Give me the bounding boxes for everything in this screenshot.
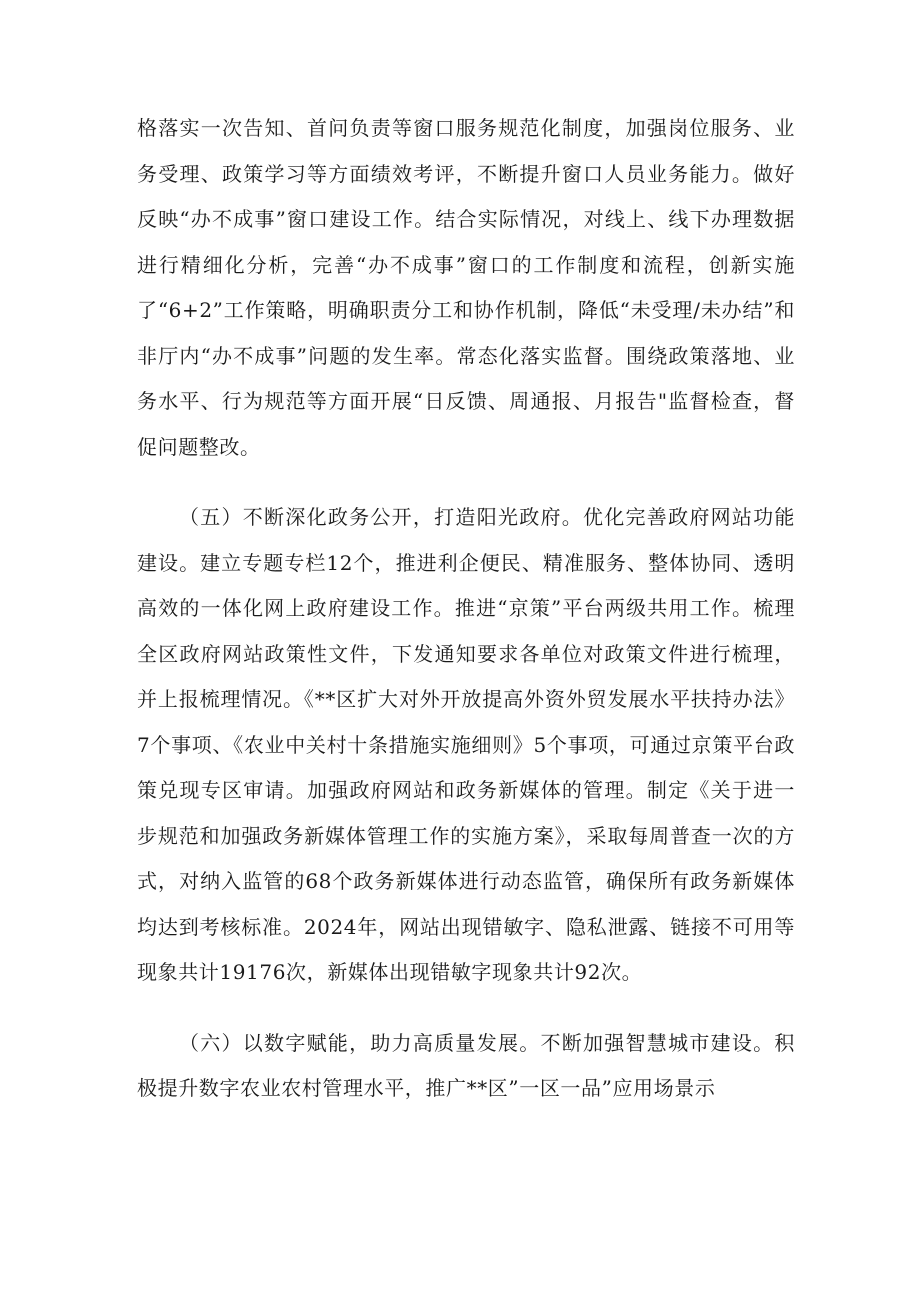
paragraph-window-services: 格落实一次告知、首问负责等窗口服务规范化制度，加强岗位服务、业务受理、政策学习等方面绩效考评，不断提升窗口人员业务能力。做好反映“办不成事”窗口建设工作。结合实际情况，对线上、线下办理数据进行精细化分析，完善“办不成事”窗口的工作制度和流程，创新实施了“6+2”工作策略，明确职责分工和协作机制，降低“未受理/未办结”和非厅内“办不成事”问题的发生率。常态化落实监督。围绕政策落地、业务水平、行为规范等方面开展“日反馈、周通报、月报告"监督检查，督促问题整改。: [137, 116, 795, 459]
document-body: [137, 106, 795, 1112]
paragraph-digital-empowerment: （六）以数字赋能，助力高质量发展。不断加强智慧城市建设。积极提升数字农业农村管理水平，推广**区”一区一品”应用场景示: [137, 1030, 795, 1100]
paragraph-government-openness: （五）不断深化政务公开，打造阳光政府。优化完善政府网站功能建设。建立专题专栏12个，推进利企便民、精准服务、整体协同、透明高效的一体化网上政府建设工作。推进“京策”平台两级共用工作。梳理全区政府网站政策性文件，下发通知要求各单位对政策文件进行梳理，并上报梳理情况。《**区扩大对外开放提高外资外贸发展水平扶持办法》7个事项、《农业中关村十条措施实施细则》5个事项，可通过京策平台政策兑现专区审请。加强政府网站和政务新媒体的管理。制定《关于进一步规范和加强政务新媒体管理工作的实施方案》，采取每周普查一次的方式，对纳入监管的68个政务新媒体进行动态监管，确保所有政务新媒体均达到考核标准。2024年，网站出现错敏字、隐私泄露、链接不可用等现象共计19176次，新媒体出现错敏字现象共计92次。: [137, 505, 795, 984]
